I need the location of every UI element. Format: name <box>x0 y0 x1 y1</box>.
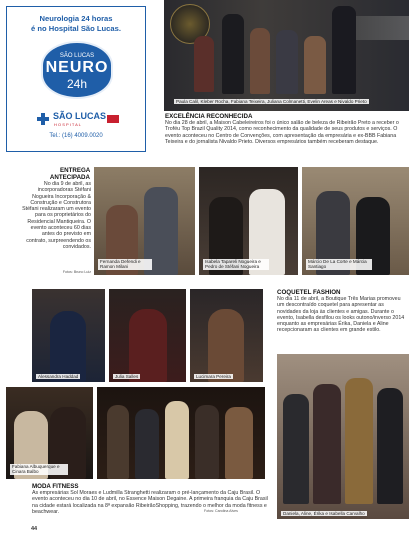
excelencia-caption: Paula Calil, Kleber Rocha, Fabiana Teixeira, Juliana Colmanetti, Evelin Areas e Nivaldo Prieto <box>176 99 367 104</box>
ad-accent-stripe <box>107 115 119 123</box>
fashion-photo <box>277 354 409 519</box>
badge-main-text: NEURO <box>45 59 109 76</box>
entrega-photo-3 <box>302 167 409 275</box>
badge-sub-text: 24h <box>66 77 88 91</box>
portrait-caption-3: Lucimara Pereira <box>196 374 231 379</box>
excelencia-title: EXCELÊNCIA RECONHECIDA <box>165 113 253 120</box>
fashion-caption: Daniela, Aline, Érika e Isabella Carvalho <box>283 511 365 516</box>
portrait-photo-3 <box>190 289 263 382</box>
entrega-caption-2: Isabela Tapareli Nogueira e Pedro de Stéfani Nogueira <box>203 259 269 270</box>
entrega-photo-2 <box>199 167 298 275</box>
backdrop-letters <box>354 16 409 40</box>
ad-headline-2: é no Hospital São Lucas. <box>31 24 121 33</box>
fashion-title: COQUETEL FASHION <box>277 289 341 296</box>
entrega-caption-1: Fernanda Defendi e Ramon Milani <box>98 259 152 270</box>
neuro-badge <box>41 41 113 99</box>
ad-phone: Tel.: (16) 4009.0020 <box>49 133 103 139</box>
entrega-caption-3: Márcio De La Corte e Márcia Santiago <box>306 259 372 270</box>
fitness-photo-2 <box>97 387 265 479</box>
portrait-caption-1: Alessandra Haddad <box>38 374 79 379</box>
fitness-title: MODA FITNESS <box>32 483 79 490</box>
fitness-photo-1 <box>6 387 93 479</box>
fitness-body: As empresárias Sol Moraes e Ludmilla Stranghetti realizaram o pré-lançamento da Caju Brasil. O evento aconteceu no dia 10 de abril, no Essence Maison Degaine. A primeira franquia da Caju Brasil na cidade estará localizada na 8ª expansão RibeirãoShopping, trazendo o melhor da moda fitness e beachwear. <box>32 490 268 515</box>
hospital-ad[interactable] <box>6 6 146 152</box>
portrait-photo-1 <box>32 289 105 382</box>
excelencia-photo <box>164 0 409 111</box>
cross-icon <box>37 113 49 125</box>
entrega-photo-1 <box>94 167 195 275</box>
hospital-logo-name: SÃO LUCAS <box>53 111 107 121</box>
entrega-credit: Fotos: Bruno Luiz <box>62 270 91 274</box>
badge-top-text: SÃO LUCAS <box>59 53 95 59</box>
hospital-logo-sub: H O S P I T A L <box>54 122 81 127</box>
entrega-body: No dia 9 de abril, as incorporadoras Stéfani Nogueira Incorporação & Construção e Construtora Stéfani realizaram um evento para os proprietários do Residencial Mantiqueira. O evento aconteceu 60 dias antes do previsto em contrato, surpreendendo os convidados. <box>22 181 91 250</box>
fitness-caption: Fabiana Albuquerque e Cinara Balbo <box>10 464 68 475</box>
portrait-photo-2 <box>109 289 186 382</box>
ad-headline-1: Neurologia 24 horas <box>39 14 113 23</box>
excelencia-body: No dia 28 de abril, a Maison Cabeleireiros foi o único salão de beleza de Ribeirão Preto a receber o Troféu Top Brazil Quality 2014, como reconhecimento da qualidade de seus produtos e serviços. O evento aconteceu no Centro de Convenções, com apresentação da empresária e ex-BBB Fabiana Teixeira e do jornalista Nivaldo Prieto. Diversos empresários também receberam destaque. <box>165 120 399 145</box>
entrega-title-1: ENTREGA <box>60 167 91 174</box>
portrait-caption-2: Julia Salles <box>115 374 139 379</box>
fashion-body: No dia 11 de abril, a Boutique Três Marias promoveu um descontraído coquetel para apresentar as novidades da loja às clientes e amigas. Durante o evento, Isabella desfilou os looks outono/inverso 2014 enquanto as empresárias Érika, Daniela e Aline recepcionaram as clientes em grande estilo. <box>277 296 405 334</box>
fitness-credit: Fotos: Carolina Alves <box>204 509 238 513</box>
entrega-title-2: ANTECIPADA <box>49 174 90 181</box>
page-number: 44 <box>31 526 38 532</box>
